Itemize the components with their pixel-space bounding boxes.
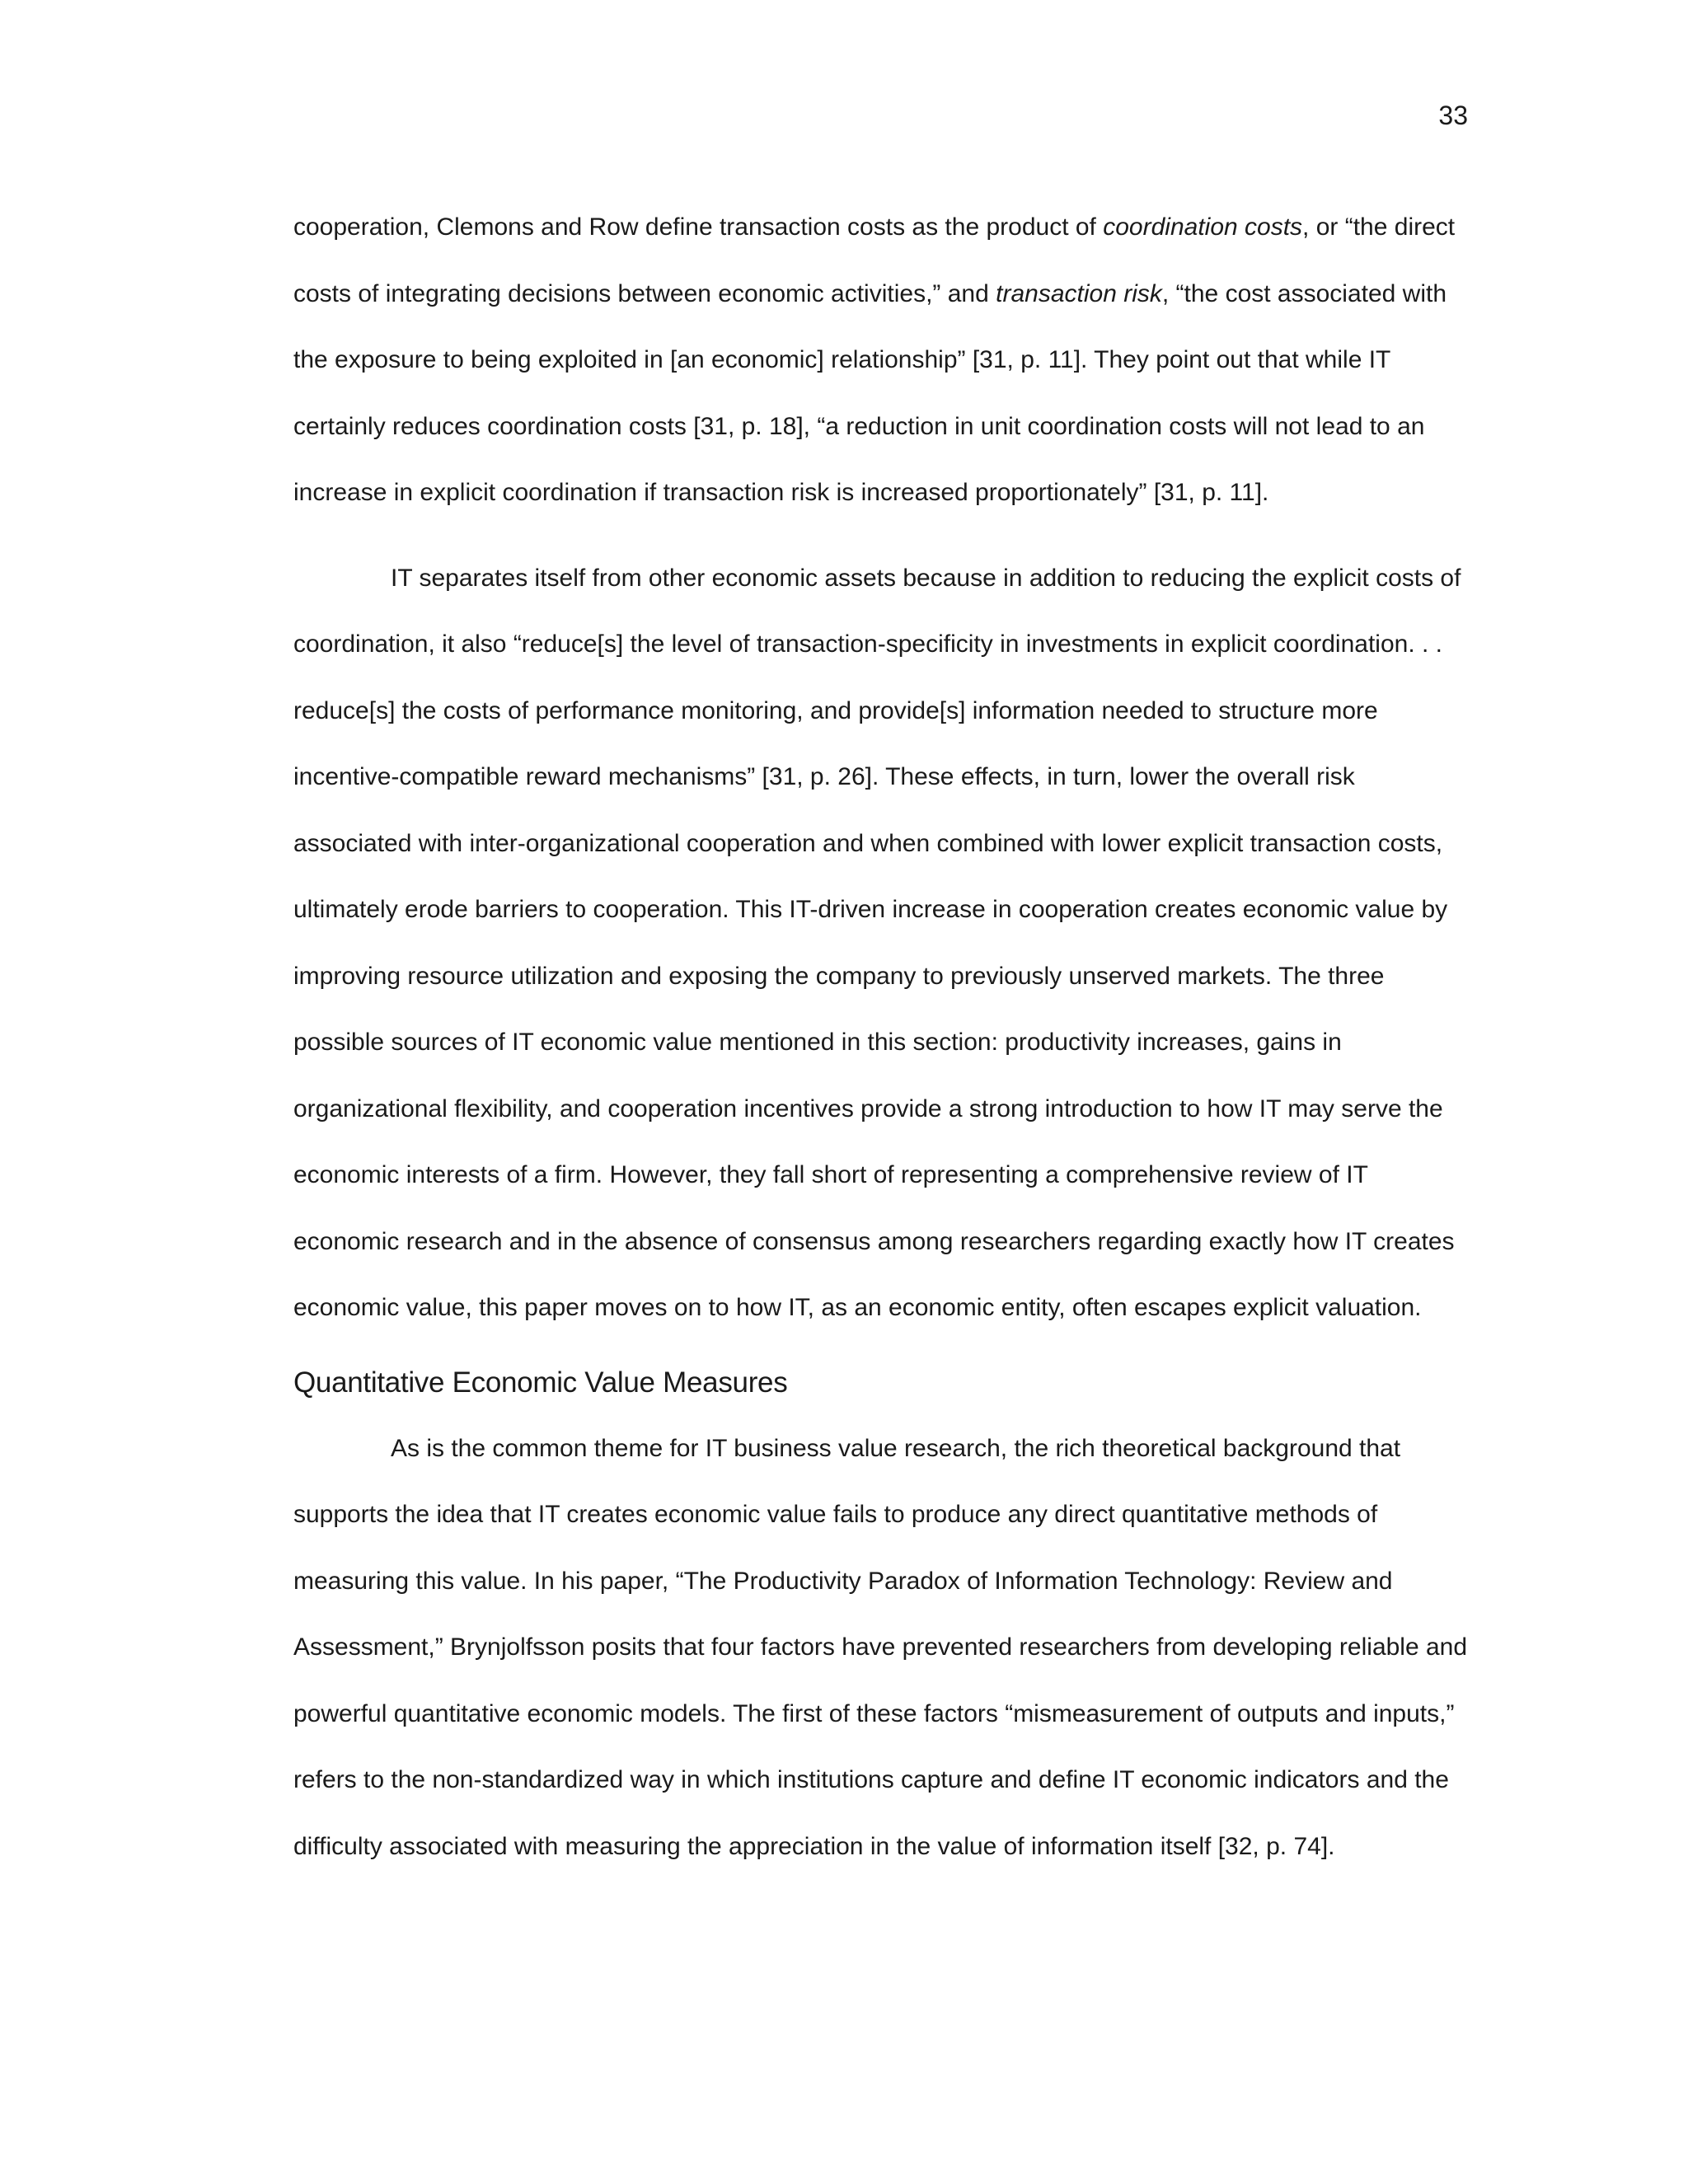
paragraph-1-text-2: , or “the direct costs of integrating decisions between economic activities,” and [293,213,1456,307]
body-paragraph-3: As is the common theme for IT business value research, the rich theoretical background that supports the idea that IT creates economic value fails to produce any direct quantitative methods of measuring this value. In his paper, “The Productivity Paradox of Information Technology: Review and Assessment,” Brynjolfsson posits that four factors have prevented researchers from developing reliable and powerful quantitative economic models. The first of these factors “mismeasurement of outputs and inputs,” refers to the non-standardized way in which institutions capture and define IT economic indicators and the difficulty associated with measuring the appreciation in the value of information itself [32, p. 74]. [293,1434,1468,1860]
paragraph-1-text-1: cooperation, Clemons and Row define transaction costs as the product of [293,213,1104,241]
page-number: 33 [1438,101,1468,130]
body-paragraph-2: IT separates itself from other economic assets because in addition to reducing the explicit costs of coordination, it also “reduce[s] the level of transaction-specificity in investments in explicit coordination. . . reduce[s] the costs of performance monitoring, and provide[s] information needed to structure more incentive-compatible reward mechanisms” [31, p. 26]. These effects, in turn, lower the overall risk associated with inter-organizational cooperation and when combined with lower explicit transaction costs, ultimately erode barriers to cooperation. This IT-driven increase in cooperation creates economic value by improving resource utilization and exposing the company to previously unserved markets. The three possible sources of IT economic value mentioned in this section: productivity increases, gains in organizational flexibility, and cooperation incentives provide a strong introduction to how IT may serve the economic interests of a firm. However, they fall short of representing a comprehensive review of IT economic research and in the absence of consensus among researchers regarding exactly how IT creates economic value, this paper moves on to how IT, as an economic entity, often escapes explicit valuation. [293,564,1461,1321]
term-coordination-costs: coordination costs [1103,213,1303,241]
section-heading: Quantitative Economic Value Measures [293,1366,788,1399]
body-paragraph-1 [293,194,1472,527]
paragraph-1-text-3: , “the cost associated with the exposure to being exploited in [an economic] relationship” [31, p. 11]. They point out that while IT certainly reduces coordination costs [31, p. 18], “a reduction in unit coordination costs will not lead to an increase in explicit coordination if transaction risk is increased proportionately” [31, p. 11]. [293,279,1447,506]
document-body [293,194,1472,1880]
term-transaction-risk: transaction risk [996,279,1162,307]
